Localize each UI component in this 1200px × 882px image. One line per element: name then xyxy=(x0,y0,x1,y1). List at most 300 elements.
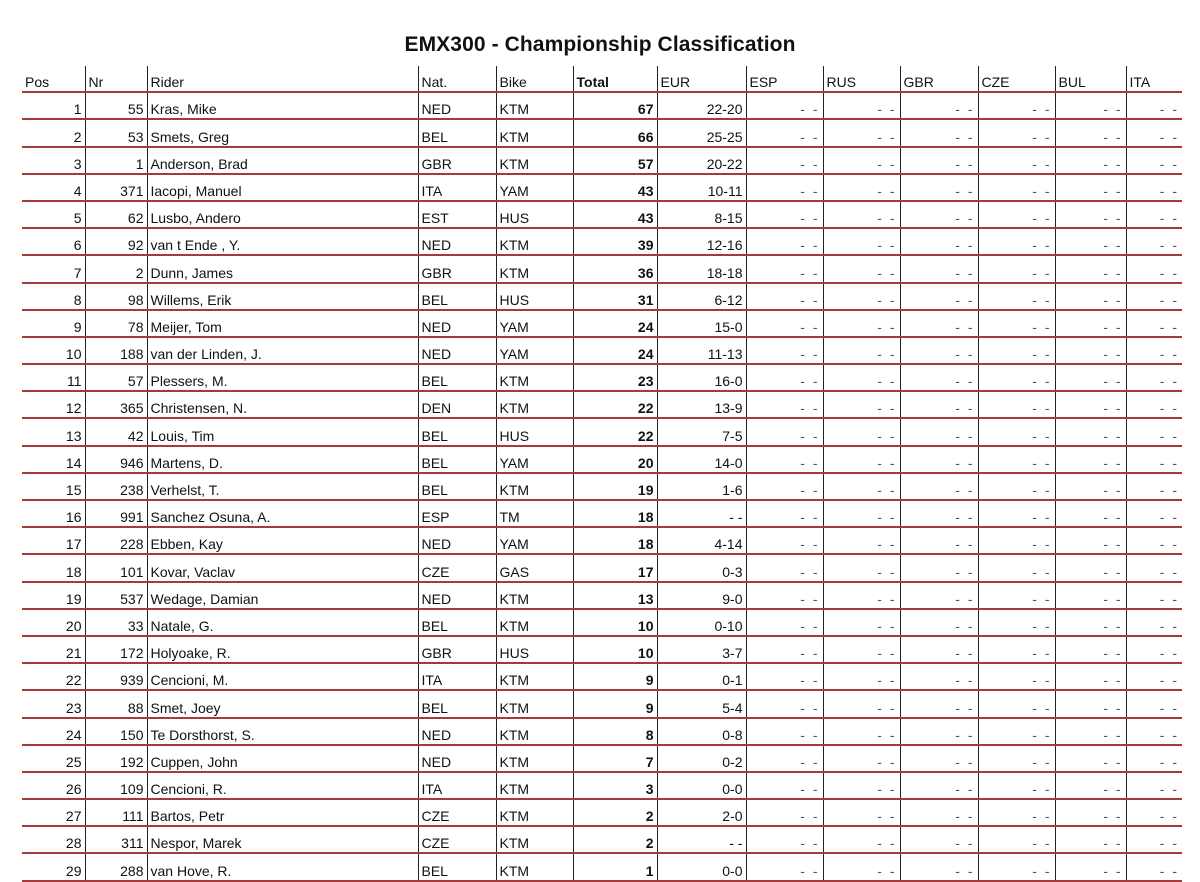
table-row xyxy=(22,554,1182,581)
cell-nat: BEL xyxy=(418,418,496,445)
cell-ita: - - xyxy=(1126,147,1182,174)
cell-bike: KTM xyxy=(496,718,573,745)
cell-pos: 19 xyxy=(22,582,85,609)
cell-nr: 150 xyxy=(85,718,147,745)
cell-nr: 88 xyxy=(85,690,147,717)
cell-rus: - - xyxy=(823,391,900,418)
cell-cze: - - xyxy=(978,772,1055,799)
cell-total: 1 xyxy=(573,853,657,880)
cell-nr: 111 xyxy=(85,799,147,826)
cell-gbr: - - xyxy=(900,283,978,310)
cell-nr: 101 xyxy=(85,554,147,581)
cell-pos: 15 xyxy=(22,473,85,500)
cell-nr: 98 xyxy=(85,283,147,310)
cell-rus: - - xyxy=(823,500,900,527)
table-row xyxy=(22,174,1182,201)
cell-eur: 12-16 xyxy=(657,228,746,255)
cell-esp: - - xyxy=(746,337,823,364)
cell-nr: 1 xyxy=(85,147,147,174)
cell-total: 57 xyxy=(573,147,657,174)
cell-cze: - - xyxy=(978,500,1055,527)
cell-rus: - - xyxy=(823,582,900,609)
cell-nat: GBR xyxy=(418,147,496,174)
cell-gbr: - - xyxy=(900,228,978,255)
cell-bul: - - xyxy=(1055,201,1126,228)
cell-total: 23 xyxy=(573,364,657,391)
cell-bul: - - xyxy=(1055,582,1126,609)
cell-eur: 11-13 xyxy=(657,337,746,364)
cell-rider: Natale, G. xyxy=(147,609,418,636)
cell-ita: - - xyxy=(1126,337,1182,364)
cell-nr: 42 xyxy=(85,418,147,445)
cell-eur: 0-2 xyxy=(657,745,746,772)
table-row xyxy=(22,772,1182,799)
cell-cze: - - xyxy=(978,147,1055,174)
cell-rider: Louis, Tim xyxy=(147,418,418,445)
cell-bike: KTM xyxy=(496,391,573,418)
cell-esp: - - xyxy=(746,554,823,581)
cell-gbr: - - xyxy=(900,826,978,853)
col-header-bike: Bike xyxy=(496,66,573,92)
cell-pos: 13 xyxy=(22,418,85,445)
cell-pos: 17 xyxy=(22,527,85,554)
cell-pos: 24 xyxy=(22,718,85,745)
cell-pos: 4 xyxy=(22,174,85,201)
cell-bike: GAS xyxy=(496,554,573,581)
cell-esp: - - xyxy=(746,201,823,228)
table-row xyxy=(22,201,1182,228)
cell-cze: - - xyxy=(978,418,1055,445)
cell-ita: - - xyxy=(1126,228,1182,255)
page-title: EMX300 - Championship Classification xyxy=(404,33,796,56)
cell-esp: - - xyxy=(746,826,823,853)
cell-esp: - - xyxy=(746,663,823,690)
cell-gbr: - - xyxy=(900,473,978,500)
cell-rus: - - xyxy=(823,174,900,201)
cell-nat: NED xyxy=(418,718,496,745)
cell-pos: 2 xyxy=(22,119,85,146)
cell-rus: - - xyxy=(823,554,900,581)
cell-nat: NED xyxy=(418,310,496,337)
cell-nat: ITA xyxy=(418,663,496,690)
cell-gbr: - - xyxy=(900,609,978,636)
cell-esp: - - xyxy=(746,283,823,310)
cell-bike: HUS xyxy=(496,283,573,310)
cell-rus: - - xyxy=(823,690,900,717)
cell-bul: - - xyxy=(1055,418,1126,445)
cell-gbr: - - xyxy=(900,636,978,663)
cell-ita: - - xyxy=(1126,609,1182,636)
cell-pos: 27 xyxy=(22,799,85,826)
cell-gbr: - - xyxy=(900,745,978,772)
cell-rus: - - xyxy=(823,745,900,772)
cell-cze: - - xyxy=(978,174,1055,201)
cell-bike: KTM xyxy=(496,663,573,690)
cell-ita: - - xyxy=(1126,826,1182,853)
cell-rider: Anderson, Brad xyxy=(147,147,418,174)
cell-total: 19 xyxy=(573,473,657,500)
cell-pos: 28 xyxy=(22,826,85,853)
col-header-esp: ESP xyxy=(746,66,823,92)
cell-esp: - - xyxy=(746,92,823,119)
cell-bike: KTM xyxy=(496,92,573,119)
cell-nat: BEL xyxy=(418,119,496,146)
cell-bul: - - xyxy=(1055,554,1126,581)
cell-bul: - - xyxy=(1055,745,1126,772)
cell-ita: - - xyxy=(1126,418,1182,445)
cell-esp: - - xyxy=(746,255,823,282)
cell-pos: 9 xyxy=(22,310,85,337)
cell-bul: - - xyxy=(1055,255,1126,282)
table-row xyxy=(22,853,1182,880)
cell-esp: - - xyxy=(746,391,823,418)
cell-ita: - - xyxy=(1126,745,1182,772)
cell-total: 9 xyxy=(573,663,657,690)
cell-bul: - - xyxy=(1055,446,1126,473)
cell-gbr: - - xyxy=(900,853,978,880)
cell-esp: - - xyxy=(746,147,823,174)
cell-rider: van Hove, R. xyxy=(147,853,418,880)
cell-total: 20 xyxy=(573,446,657,473)
cell-gbr: - - xyxy=(900,772,978,799)
cell-nr: 57 xyxy=(85,364,147,391)
cell-total: 24 xyxy=(573,310,657,337)
cell-bul: - - xyxy=(1055,283,1126,310)
cell-esp: - - xyxy=(746,853,823,880)
cell-nr: 92 xyxy=(85,228,147,255)
cell-ita: - - xyxy=(1126,582,1182,609)
cell-nr: 946 xyxy=(85,446,147,473)
cell-bul: - - xyxy=(1055,364,1126,391)
table-row xyxy=(22,636,1182,663)
cell-nat: BEL xyxy=(418,473,496,500)
cell-nat: GBR xyxy=(418,255,496,282)
cell-nr: 371 xyxy=(85,174,147,201)
cell-rider: Nespor, Marek xyxy=(147,826,418,853)
cell-pos: 26 xyxy=(22,772,85,799)
col-header-rus: RUS xyxy=(823,66,900,92)
cell-nat: NED xyxy=(418,582,496,609)
col-header-total: Total xyxy=(573,66,657,92)
cell-nr: 365 xyxy=(85,391,147,418)
cell-esp: - - xyxy=(746,174,823,201)
cell-cze: - - xyxy=(978,337,1055,364)
cell-rider: van der Linden, J. xyxy=(147,337,418,364)
cell-cze: - - xyxy=(978,745,1055,772)
cell-bul: - - xyxy=(1055,473,1126,500)
cell-pos: 11 xyxy=(22,364,85,391)
cell-nat: BEL xyxy=(418,283,496,310)
cell-rus: - - xyxy=(823,718,900,745)
cell-pos: 12 xyxy=(22,391,85,418)
cell-pos: 22 xyxy=(22,663,85,690)
cell-pos: 14 xyxy=(22,446,85,473)
cell-rus: - - xyxy=(823,337,900,364)
cell-rider: Verhelst, T. xyxy=(147,473,418,500)
cell-cze: - - xyxy=(978,364,1055,391)
cell-cze: - - xyxy=(978,582,1055,609)
cell-nat: NED xyxy=(418,92,496,119)
cell-rus: - - xyxy=(823,473,900,500)
cell-nr: 311 xyxy=(85,826,147,853)
cell-total: 8 xyxy=(573,718,657,745)
cell-eur: 5-4 xyxy=(657,690,746,717)
cell-gbr: - - xyxy=(900,554,978,581)
table-row xyxy=(22,92,1182,119)
cell-rider: Wedage, Damian xyxy=(147,582,418,609)
cell-eur: 1-6 xyxy=(657,473,746,500)
table-row xyxy=(22,364,1182,391)
col-header-cze: CZE xyxy=(978,66,1055,92)
cell-ita: - - xyxy=(1126,772,1182,799)
cell-bike: KTM xyxy=(496,228,573,255)
cell-cze: - - xyxy=(978,119,1055,146)
cell-bul: - - xyxy=(1055,310,1126,337)
cell-rus: - - xyxy=(823,636,900,663)
table-row xyxy=(22,337,1182,364)
cell-esp: - - xyxy=(746,718,823,745)
cell-eur: 20-22 xyxy=(657,147,746,174)
table-row xyxy=(22,582,1182,609)
cell-eur: 10-11 xyxy=(657,174,746,201)
cell-ita: - - xyxy=(1126,799,1182,826)
cell-eur: 13-9 xyxy=(657,391,746,418)
cell-esp: - - xyxy=(746,745,823,772)
cell-esp: - - xyxy=(746,609,823,636)
table-row xyxy=(22,500,1182,527)
cell-nat: BEL xyxy=(418,446,496,473)
col-header-pos: Pos xyxy=(22,66,85,92)
cell-gbr: - - xyxy=(900,174,978,201)
cell-rus: - - xyxy=(823,119,900,146)
cell-cze: - - xyxy=(978,527,1055,554)
cell-pos: 21 xyxy=(22,636,85,663)
cell-nr: 228 xyxy=(85,527,147,554)
cell-eur: 4-14 xyxy=(657,527,746,554)
cell-total: 39 xyxy=(573,228,657,255)
cell-rus: - - xyxy=(823,201,900,228)
cell-rus: - - xyxy=(823,147,900,174)
cell-gbr: - - xyxy=(900,799,978,826)
cell-cze: - - xyxy=(978,228,1055,255)
cell-bike: KTM xyxy=(496,147,573,174)
cell-total: 13 xyxy=(573,582,657,609)
cell-bike: YAM xyxy=(496,527,573,554)
cell-gbr: - - xyxy=(900,119,978,146)
cell-bul: - - xyxy=(1055,391,1126,418)
cell-cze: - - xyxy=(978,718,1055,745)
cell-rus: - - xyxy=(823,228,900,255)
col-header-bul: BUL xyxy=(1055,66,1126,92)
cell-total: 2 xyxy=(573,826,657,853)
cell-cze: - - xyxy=(978,609,1055,636)
cell-nat: DEN xyxy=(418,391,496,418)
cell-cze: - - xyxy=(978,554,1055,581)
cell-rider: Willems, Erik xyxy=(147,283,418,310)
cell-ita: - - xyxy=(1126,473,1182,500)
table-row xyxy=(22,718,1182,745)
cell-ita: - - xyxy=(1126,391,1182,418)
cell-nat: NED xyxy=(418,337,496,364)
cell-rider: Holyoake, R. xyxy=(147,636,418,663)
cell-esp: - - xyxy=(746,310,823,337)
cell-total: 66 xyxy=(573,119,657,146)
table-row xyxy=(22,418,1182,445)
header-row xyxy=(22,66,1182,92)
cell-ita: - - xyxy=(1126,364,1182,391)
cell-ita: - - xyxy=(1126,663,1182,690)
cell-ita: - - xyxy=(1126,690,1182,717)
cell-nat: BEL xyxy=(418,364,496,391)
cell-rider: Lusbo, Andero xyxy=(147,201,418,228)
cell-ita: - - xyxy=(1126,527,1182,554)
cell-bike: KTM xyxy=(496,772,573,799)
cell-eur: 0-1 xyxy=(657,663,746,690)
cell-ita: - - xyxy=(1126,853,1182,880)
cell-bike: KTM xyxy=(496,119,573,146)
cell-nr: 172 xyxy=(85,636,147,663)
cell-rider: Christensen, N. xyxy=(147,391,418,418)
table-row xyxy=(22,119,1182,146)
cell-total: 67 xyxy=(573,92,657,119)
cell-bul: - - xyxy=(1055,527,1126,554)
cell-nat: BEL xyxy=(418,853,496,880)
classification-table xyxy=(22,66,1182,882)
cell-nat: GBR xyxy=(418,636,496,663)
cell-gbr: - - xyxy=(900,446,978,473)
cell-eur: 14-0 xyxy=(657,446,746,473)
table-row xyxy=(22,255,1182,282)
cell-nr: 62 xyxy=(85,201,147,228)
cell-pos: 1 xyxy=(22,92,85,119)
table-row xyxy=(22,745,1182,772)
cell-pos: 7 xyxy=(22,255,85,282)
cell-rus: - - xyxy=(823,446,900,473)
cell-rider: Meijer, Tom xyxy=(147,310,418,337)
cell-bike: KTM xyxy=(496,582,573,609)
cell-ita: - - xyxy=(1126,500,1182,527)
cell-rider: Kras, Mike xyxy=(147,92,418,119)
cell-total: 22 xyxy=(573,418,657,445)
cell-nat: CZE xyxy=(418,826,496,853)
cell-eur: 3-7 xyxy=(657,636,746,663)
cell-bike: YAM xyxy=(496,337,573,364)
cell-eur: 9-0 xyxy=(657,582,746,609)
cell-total: 18 xyxy=(573,500,657,527)
cell-nr: 537 xyxy=(85,582,147,609)
cell-esp: - - xyxy=(746,799,823,826)
cell-nat: EST xyxy=(418,201,496,228)
cell-esp: - - xyxy=(746,228,823,255)
cell-bul: - - xyxy=(1055,636,1126,663)
cell-gbr: - - xyxy=(900,310,978,337)
cell-pos: 16 xyxy=(22,500,85,527)
cell-pos: 18 xyxy=(22,554,85,581)
cell-bul: - - xyxy=(1055,718,1126,745)
cell-eur: 16-0 xyxy=(657,364,746,391)
table-row xyxy=(22,663,1182,690)
cell-nr: 238 xyxy=(85,473,147,500)
table-row xyxy=(22,527,1182,554)
cell-rus: - - xyxy=(823,310,900,337)
cell-bike: HUS xyxy=(496,201,573,228)
cell-bul: - - xyxy=(1055,174,1126,201)
cell-bul: - - xyxy=(1055,772,1126,799)
cell-bike: KTM xyxy=(496,745,573,772)
table-row xyxy=(22,609,1182,636)
cell-total: 22 xyxy=(573,391,657,418)
cell-rus: - - xyxy=(823,772,900,799)
cell-bike: KTM xyxy=(496,609,573,636)
cell-bike: KTM xyxy=(496,473,573,500)
cell-nr: 109 xyxy=(85,772,147,799)
cell-rus: - - xyxy=(823,826,900,853)
cell-pos: 20 xyxy=(22,609,85,636)
cell-ita: - - xyxy=(1126,718,1182,745)
cell-bul: - - xyxy=(1055,826,1126,853)
cell-nr: 288 xyxy=(85,853,147,880)
cell-esp: - - xyxy=(746,527,823,554)
cell-ita: - - xyxy=(1126,636,1182,663)
cell-bul: - - xyxy=(1055,799,1126,826)
cell-nat: NED xyxy=(418,527,496,554)
table-row xyxy=(22,228,1182,255)
cell-esp: - - xyxy=(746,119,823,146)
cell-total: 18 xyxy=(573,527,657,554)
cell-esp: - - xyxy=(746,364,823,391)
cell-total: 43 xyxy=(573,174,657,201)
cell-nat: ITA xyxy=(418,772,496,799)
cell-pos: 23 xyxy=(22,690,85,717)
cell-eur: 18-18 xyxy=(657,255,746,282)
cell-cze: - - xyxy=(978,201,1055,228)
cell-rider: Martens, D. xyxy=(147,446,418,473)
cell-gbr: - - xyxy=(900,255,978,282)
cell-pos: 29 xyxy=(22,853,85,880)
cell-nr: 939 xyxy=(85,663,147,690)
cell-bul: - - xyxy=(1055,92,1126,119)
cell-cze: - - xyxy=(978,92,1055,119)
cell-gbr: - - xyxy=(900,92,978,119)
cell-pos: 3 xyxy=(22,147,85,174)
cell-esp: - - xyxy=(746,446,823,473)
cell-bul: - - xyxy=(1055,609,1126,636)
cell-nr: 78 xyxy=(85,310,147,337)
cell-bul: - - xyxy=(1055,690,1126,717)
cell-cze: - - xyxy=(978,446,1055,473)
col-header-gbr: GBR xyxy=(900,66,978,92)
cell-rider: Iacopi, Manuel xyxy=(147,174,418,201)
cell-rider: Smets, Greg xyxy=(147,119,418,146)
cell-total: 9 xyxy=(573,690,657,717)
cell-eur: 15-0 xyxy=(657,310,746,337)
cell-bike: KTM xyxy=(496,255,573,282)
cell-cze: - - xyxy=(978,826,1055,853)
cell-ita: - - xyxy=(1126,255,1182,282)
cell-eur: - - xyxy=(657,826,746,853)
cell-total: 2 xyxy=(573,799,657,826)
cell-esp: - - xyxy=(746,772,823,799)
cell-rus: - - xyxy=(823,92,900,119)
cell-ita: - - xyxy=(1126,310,1182,337)
cell-nr: 33 xyxy=(85,609,147,636)
cell-rider: Sanchez Osuna, A. xyxy=(147,500,418,527)
cell-gbr: - - xyxy=(900,663,978,690)
cell-rider: van t Ende , Y. xyxy=(147,228,418,255)
cell-eur: 25-25 xyxy=(657,119,746,146)
table-row xyxy=(22,690,1182,717)
cell-eur: 2-0 xyxy=(657,799,746,826)
